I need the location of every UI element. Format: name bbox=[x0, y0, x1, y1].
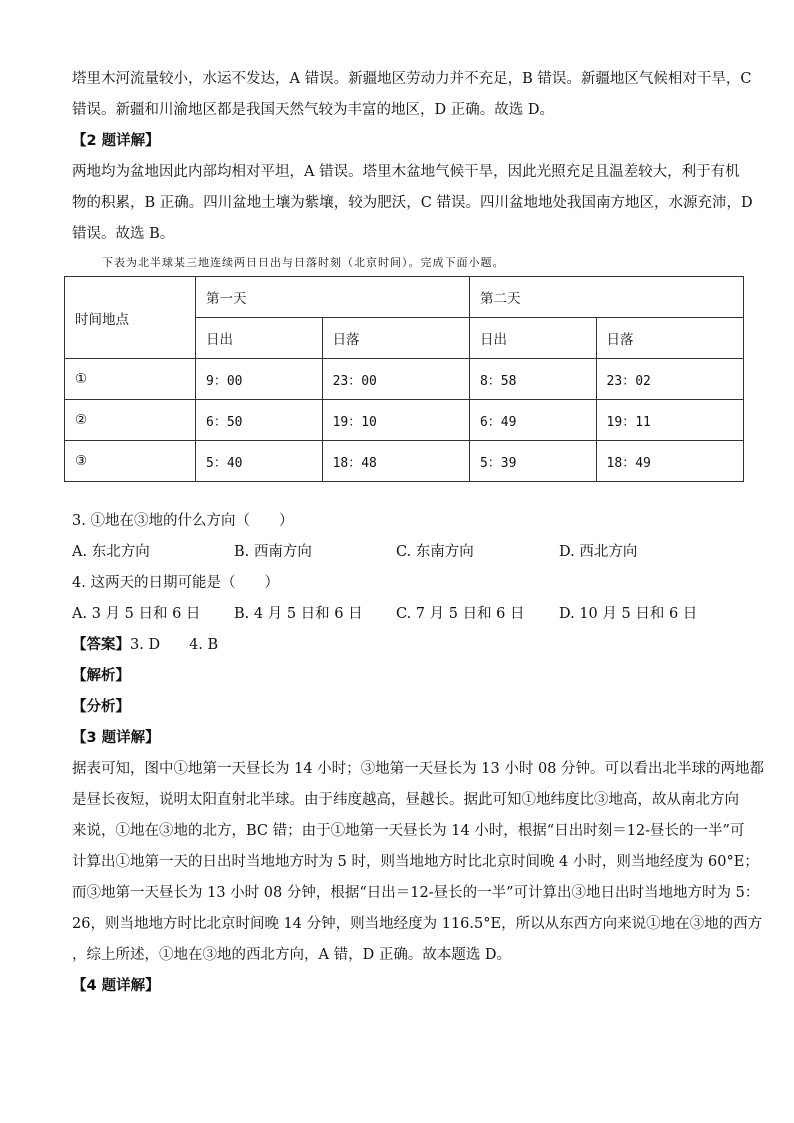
time-cell: 19：10 bbox=[322, 400, 469, 441]
para1-line: 错误。新疆和川渝地区都是我国天然气较为丰富的地区，D 正确。故选 D。 bbox=[72, 102, 554, 118]
para3-line: 计算出①地第一天的日出时当地地方时为 5 时，则当地地方时比北京时间晚 4 小时，则当地经度为 60°E； bbox=[72, 854, 759, 870]
time-cell: 5：40 bbox=[196, 441, 323, 482]
place-cell: ① bbox=[65, 359, 196, 400]
table-corner-header: 时间地点 bbox=[65, 277, 196, 359]
table-row bbox=[65, 400, 744, 441]
place-cell: ② bbox=[65, 400, 196, 441]
para3-line: 26，则当地地方时比北京时间晚 14 分钟，则当地经度为 116.5°E，所以从东西方向来说①地在③地的西方 bbox=[72, 916, 763, 932]
q3-option-c: C. 东南方向 bbox=[396, 544, 474, 560]
answer-line bbox=[72, 630, 722, 661]
sub-header-sunset: 日落 bbox=[596, 318, 743, 359]
time-cell: 23：00 bbox=[322, 359, 469, 400]
para2-line: 两地均为盆地因此内部均相对平坦，A 错误。塔里木盆地气候干旱，因此光照充足且温差较大，利于有机 bbox=[72, 164, 740, 180]
q3-options bbox=[72, 537, 722, 568]
day1-header: 第一天 bbox=[196, 277, 470, 318]
table-caption: 下表为北半球某三地连续两日日出与日落时刻（北京时间）。完成下面小题。 bbox=[102, 256, 505, 269]
q3-detail-heading: 【3 题详解】 bbox=[72, 730, 160, 746]
sub-header-sunrise: 日出 bbox=[469, 318, 596, 359]
q3-option-d: D. 西北方向 bbox=[559, 544, 638, 560]
time-cell: 23：02 bbox=[596, 359, 743, 400]
time-cell: 19：11 bbox=[596, 400, 743, 441]
time-cell: 8：58 bbox=[469, 359, 596, 400]
q4-option-c: C. 7 月 5 日和 6 日 bbox=[396, 606, 525, 622]
answer-label: 【答案】 bbox=[72, 637, 130, 653]
q3-stem: 3. ①地在③地的什么方向（ ） bbox=[72, 513, 294, 529]
q4-option-b: B. 4 月 5 日和 6 日 bbox=[234, 606, 363, 622]
analysis-heading: 【解析】 bbox=[72, 668, 130, 684]
para3-line: ，综上所述，①地在③地的西北方向，A 错，D 正确。故本题选 D。 bbox=[72, 947, 512, 963]
table-row bbox=[65, 441, 744, 482]
para2-line: 物的积累，B 正确。四川盆地土壤为紫壤，较为肥沃，C 错误。四川盆地地处我国南方地区，水源充沛，D bbox=[72, 195, 753, 211]
q2-detail-heading: 【2 题详解】 bbox=[72, 133, 160, 149]
q4-options bbox=[72, 599, 722, 630]
time-cell: 18：49 bbox=[596, 441, 743, 482]
time-cell: 6：49 bbox=[469, 400, 596, 441]
para1-line: 塔里木河流量较小，水运不发达，A 错误。新疆地区劳动力并不充足，B 错误。新疆地区气候相对干旱，C bbox=[72, 71, 752, 87]
para3-line: 是昼长夜短，说明太阳直射北半球。由于纬度越高，昼越长。据此可知①地纬度比③地高，故从南北方向 bbox=[72, 792, 739, 808]
para2-line: 错误。故选 B。 bbox=[72, 226, 175, 242]
time-cell: 5：39 bbox=[469, 441, 596, 482]
day2-header: 第二天 bbox=[469, 277, 743, 318]
q3-option-b: B. 西南方向 bbox=[234, 544, 312, 560]
sub-header-sunset: 日落 bbox=[322, 318, 469, 359]
document-page bbox=[72, 64, 765, 1002]
sub-header-sunrise: 日出 bbox=[196, 318, 323, 359]
breakdown-heading: 【分析】 bbox=[72, 699, 130, 715]
para3-line: 据表可知，图中①地第一天昼长为 14 小时；③地第一天昼长为 13 小时 08 分钟。可以看出北半球的两地都 bbox=[72, 761, 765, 777]
para3-line: 而③地第一天昼长为 13 小时 08 分钟，根据“日出＝12-昼长的一半”可计算出③地日出时当地地方时为 5： bbox=[72, 885, 760, 901]
time-cell: 18：48 bbox=[322, 441, 469, 482]
q4-stem: 4. 这两天的日期可能是（ ） bbox=[72, 575, 279, 591]
q4-detail-heading: 【4 题详解】 bbox=[72, 978, 160, 994]
answer-text: 3. D 4. B bbox=[130, 637, 219, 653]
q3-option-a: A. 东北方向 bbox=[72, 544, 150, 560]
time-cell: 6：50 bbox=[196, 400, 323, 441]
place-cell: ③ bbox=[65, 441, 196, 482]
para3-line: 来说，①地在③地的北方，BC 错；由于①地第一天昼长为 14 小时，根据“日出时刻＝12-昼长的一半”可 bbox=[72, 823, 745, 839]
sunrise-sunset-table bbox=[64, 276, 744, 482]
q4-option-a: A. 3 月 5 日和 6 日 bbox=[72, 606, 201, 622]
table-row bbox=[65, 359, 744, 400]
q4-option-d: D. 10 月 5 日和 6 日 bbox=[559, 606, 698, 622]
time-cell: 9：00 bbox=[196, 359, 323, 400]
